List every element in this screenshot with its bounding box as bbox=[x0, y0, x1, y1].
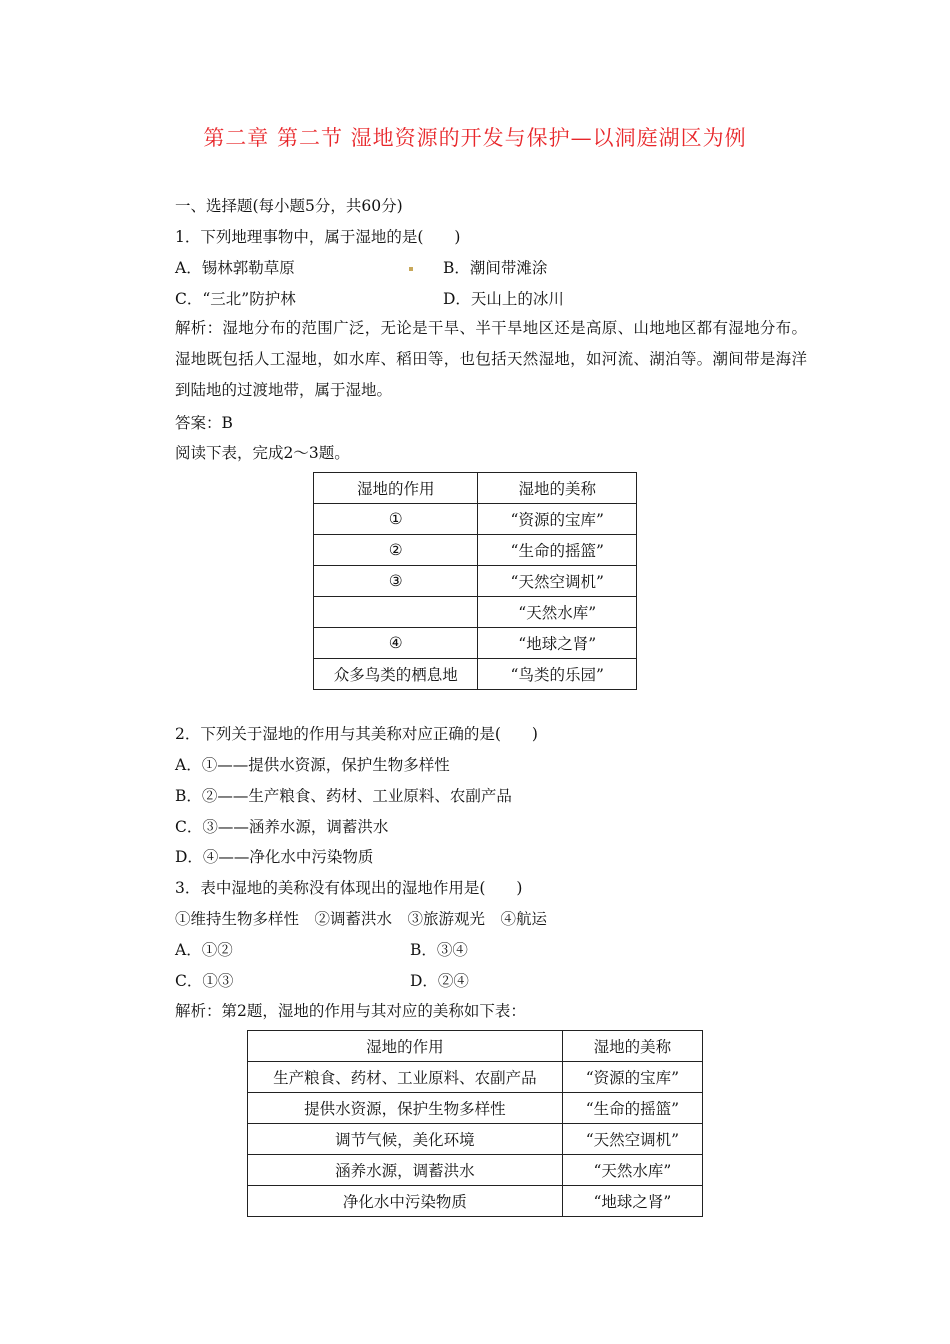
table-cell bbox=[314, 597, 478, 628]
table2-header-row bbox=[248, 1031, 703, 1062]
table-cell: 调节气候，美化环境 bbox=[248, 1124, 563, 1155]
q1-option-b: B．潮间带滩涂 bbox=[443, 259, 548, 277]
q1-option-c: C．“三北”防护林 bbox=[175, 290, 296, 308]
q3-option-d: D．②④ bbox=[410, 972, 469, 990]
table-cell: ② bbox=[314, 535, 478, 566]
table-row bbox=[248, 1062, 703, 1093]
table-cell: ① bbox=[314, 504, 478, 535]
q1-stem: 1．下列地理事物中，属于湿地的是( ) bbox=[175, 228, 461, 246]
table-cell: 生产粮食、药材、工业原料、农副产品 bbox=[248, 1062, 563, 1093]
table-cell: “地球之肾” bbox=[562, 1186, 702, 1217]
q3-stem: 3．表中湿地的美称没有体现出的湿地作用是( ) bbox=[175, 879, 523, 897]
table-cell: “天然水库” bbox=[478, 597, 637, 628]
table-row bbox=[314, 597, 637, 628]
analysis-2: 解析：第2题，湿地的作用与其对应的美称如下表： bbox=[175, 1002, 526, 1020]
table-cell: “生命的摇篮” bbox=[478, 535, 637, 566]
table-row bbox=[248, 1093, 703, 1124]
table-cell: “生命的摇篮” bbox=[562, 1093, 702, 1124]
table-functions bbox=[247, 1030, 703, 1217]
table-cell: “天然空调机” bbox=[478, 566, 637, 597]
table-row bbox=[314, 504, 637, 535]
table2-header-cell: 湿地的美称 bbox=[562, 1031, 702, 1062]
table-row bbox=[248, 1186, 703, 1217]
q1-answer: 答案：B bbox=[175, 414, 233, 432]
table-row bbox=[248, 1124, 703, 1155]
stray-dot bbox=[409, 267, 413, 271]
table-cell: “地球之肾” bbox=[478, 628, 637, 659]
table-cell: “资源的宝库” bbox=[478, 504, 637, 535]
table-cell: “天然空调机” bbox=[562, 1124, 702, 1155]
table-names bbox=[313, 472, 637, 690]
table-cell: “天然水库” bbox=[562, 1155, 702, 1186]
q2-option-b: B．②——生产粮食、药材、工业原料、农副产品 bbox=[175, 787, 512, 805]
table-row bbox=[314, 659, 637, 690]
table2-header-cell: 湿地的作用 bbox=[248, 1031, 563, 1062]
q2-option-a: A．①——提供水资源，保护生物多样性 bbox=[175, 756, 450, 774]
table-row bbox=[314, 566, 637, 597]
q1-analysis: 解析：湿地分布的范围广泛，无论是干旱、半干旱地区还是高原、山地地区都有湿地分布。湿地既包括人工湿地，如水库、稻田等，也包括天然湿地，如河流、湖泊等。潮间带是海洋到陆地的过渡地带，属于湿地。 bbox=[175, 319, 807, 399]
table-cell: ④ bbox=[314, 628, 478, 659]
table-cell: “资源的宝库” bbox=[562, 1062, 702, 1093]
table1-header-row bbox=[314, 473, 637, 504]
section-heading: 一、选择题(每小题5分，共60分) bbox=[175, 197, 403, 215]
q3-option-b: B．③④ bbox=[410, 941, 468, 959]
q1-option-d: D．天山上的冰川 bbox=[443, 290, 564, 308]
table-cell: ③ bbox=[314, 566, 478, 597]
table-row bbox=[314, 628, 637, 659]
table-cell: 净化水中污染物质 bbox=[248, 1186, 563, 1217]
table1-header-cell: 湿地的美称 bbox=[478, 473, 637, 504]
q2-stem: 2．下列关于湿地的作用与其美称对应正确的是( ) bbox=[175, 725, 538, 743]
q2-option-c: C．③——涵养水源，调蓄洪水 bbox=[175, 818, 389, 836]
q3-option-a: A．①② bbox=[175, 941, 233, 959]
q1-option-a: A．锡林郭勒草原 bbox=[175, 259, 295, 277]
table-row bbox=[248, 1155, 703, 1186]
q3-items: ①维持生物多样性 ②调蓄洪水 ③旅游观光 ④航运 bbox=[175, 910, 548, 928]
table-row bbox=[314, 535, 637, 566]
intro-text: 阅读下表，完成2～3题。 bbox=[175, 444, 350, 462]
page-title: 第二章 第二节 湿地资源的开发与保护—以洞庭湖区为例 bbox=[203, 126, 747, 150]
table-cell: “鸟类的乐园” bbox=[478, 659, 637, 690]
table1-header-cell: 湿地的作用 bbox=[314, 473, 478, 504]
table-cell: 提供水资源，保护生物多样性 bbox=[248, 1093, 563, 1124]
q2-option-d: D．④——净化水中污染物质 bbox=[175, 848, 374, 866]
q3-option-c: C．①③ bbox=[175, 972, 234, 990]
table-cell: 涵养水源，调蓄洪水 bbox=[248, 1155, 563, 1186]
table-cell: 众多鸟类的栖息地 bbox=[314, 659, 478, 690]
